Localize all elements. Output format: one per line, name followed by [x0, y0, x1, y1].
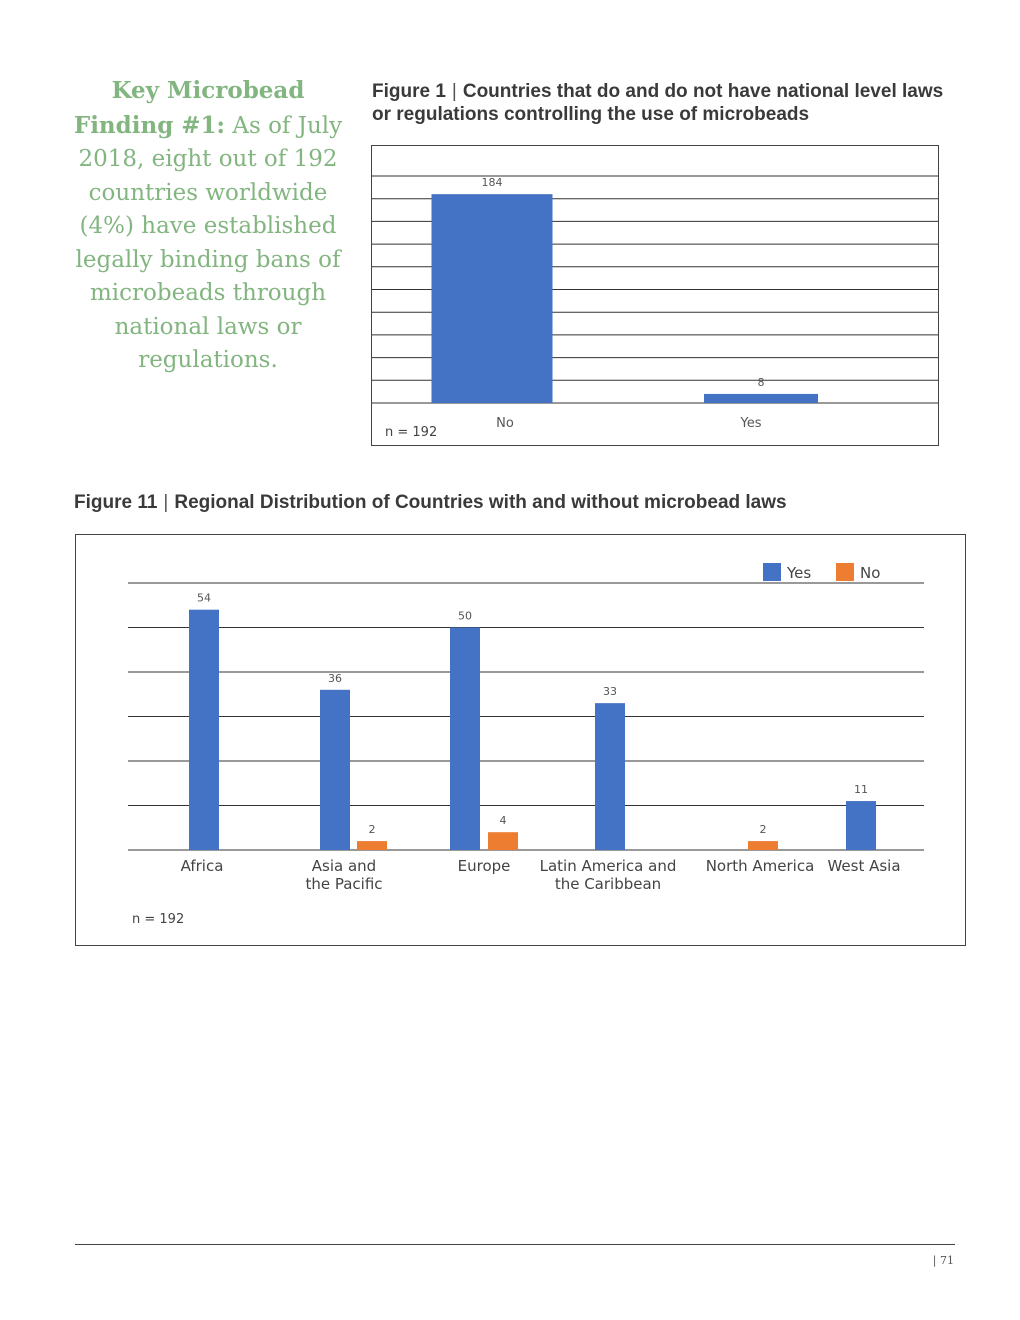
- figure11-tick-label: North America: [705, 857, 815, 875]
- figure1-tick-label: No: [496, 416, 514, 431]
- figure11-tick-label: Africa: [180, 857, 224, 875]
- figure11-data-label: 11: [854, 783, 868, 797]
- figure11-data-label: 33: [603, 685, 617, 699]
- figure1-svg: [372, 146, 938, 445]
- figure11-tick-label: Latin America and: [539, 857, 677, 875]
- figure1-caption: [372, 80, 952, 126]
- figure11-note: n = 192: [132, 912, 185, 927]
- figure11-data-label: 54: [197, 591, 211, 605]
- figure1-data-label: 184: [481, 176, 503, 190]
- figure11-tick-label: West Asia: [827, 857, 901, 875]
- figure11-data-label: 36: [328, 671, 342, 685]
- figure11-separator: |: [163, 492, 169, 513]
- figure11-bar-yes: [320, 690, 350, 850]
- figure1-note: n = 192: [385, 425, 438, 440]
- figure1-bar-yes: [704, 394, 818, 403]
- figure1-tick-label: Yes: [740, 416, 762, 431]
- figure11-bar-no: [357, 841, 387, 850]
- figure11-data-label: 2: [368, 823, 376, 837]
- figure11-title: Regional Distribution of Countries with and without microbead laws: [174, 492, 787, 513]
- figure11-data-label: 4: [499, 814, 507, 828]
- figure11-bar-no: [488, 832, 518, 850]
- figure11-bar-no: [748, 841, 778, 850]
- figure1-separator: |: [451, 81, 457, 102]
- figure11-bar-yes: [189, 610, 219, 850]
- key-finding-body: As of July 2018, eight out of 192 countries worldwide (4%) have established legally binding bans of microbeads through national laws or regulations.: [75, 112, 343, 373]
- figure11-legend-label: Yes: [787, 564, 812, 582]
- figure11-bar-yes: [595, 703, 625, 850]
- figure11-caption: [74, 491, 974, 514]
- key-finding-callout: [70, 74, 346, 378]
- figure1-chart: [371, 145, 939, 446]
- page-number: | 71: [932, 1254, 954, 1267]
- key-finding-heading: Key Microbead Finding #1:: [73, 77, 305, 139]
- figure1-bar-no: [432, 194, 553, 403]
- figure11-tick-label: the Pacific: [305, 875, 383, 893]
- figure11-tick-label: the Caribbean: [554, 875, 662, 893]
- figure1-title: Countries that do and do not have national level laws or regulations controlling the use of microbeads: [372, 81, 944, 125]
- figure11-legend-label: No: [860, 564, 881, 582]
- figure11-data-label: 50: [458, 609, 472, 623]
- figure1-data-label: 8: [757, 375, 765, 389]
- figure11-bar-yes: [450, 628, 480, 851]
- figure11-label: Figure 11: [74, 492, 158, 513]
- figure11-tick-label: Asia and: [311, 857, 377, 875]
- figure11-bar-yes: [846, 801, 876, 850]
- figure11-legend-swatch-yes: [763, 563, 781, 581]
- figure11-chart: [75, 534, 966, 946]
- footer-rule: [75, 1244, 955, 1245]
- figure11-tick-label: Europe: [457, 857, 511, 875]
- figure1-label: Figure 1: [372, 81, 446, 102]
- figure11-svg: [76, 535, 965, 945]
- figure11-data-label: 2: [759, 823, 767, 837]
- figure11-legend-swatch-no: [836, 563, 854, 581]
